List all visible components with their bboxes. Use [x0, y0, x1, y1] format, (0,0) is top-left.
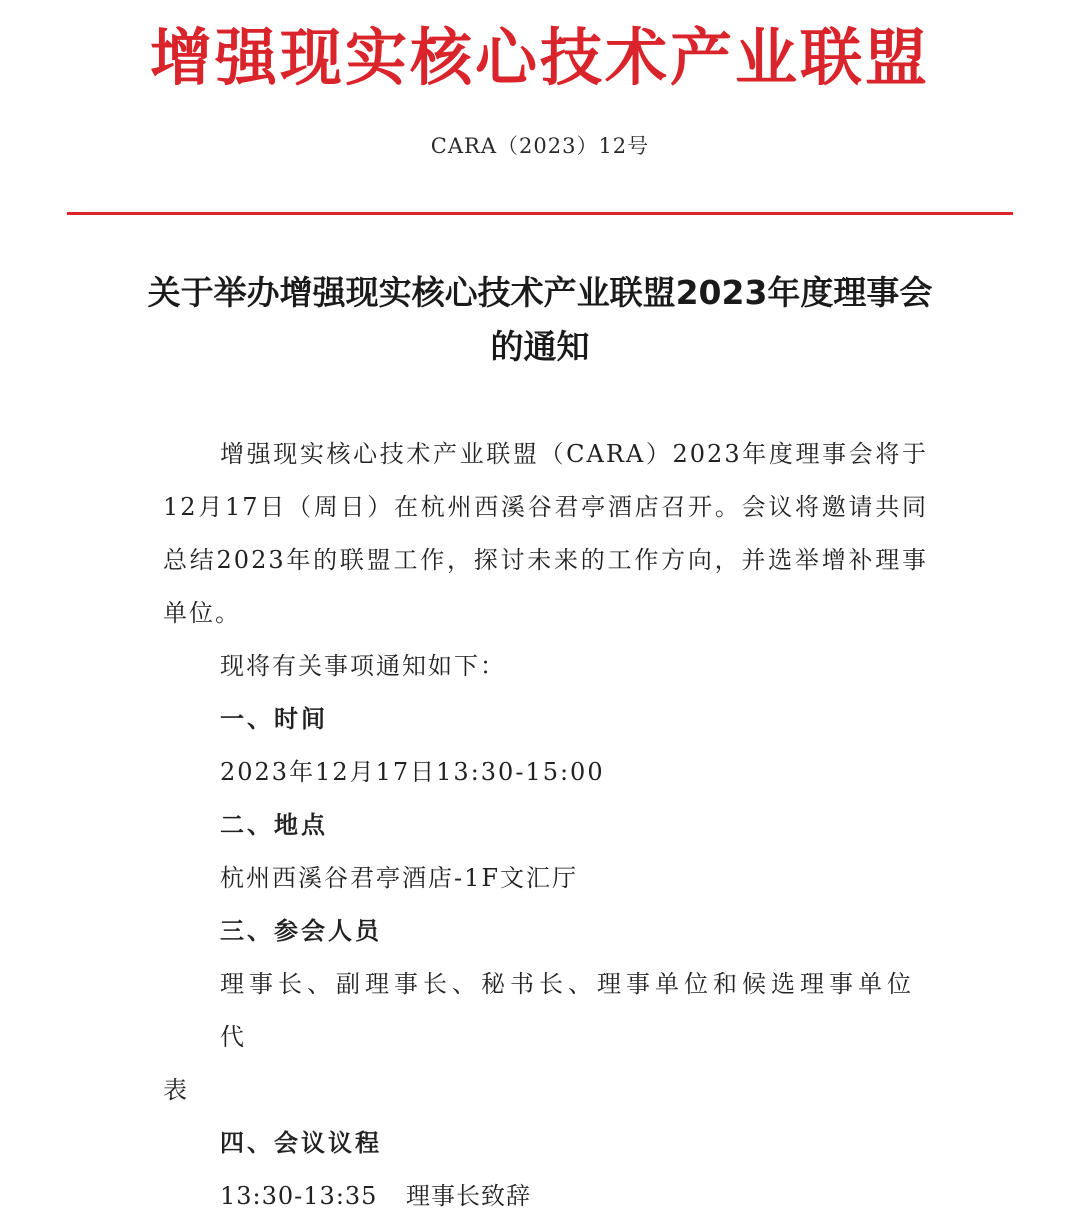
section-heading-time: 一、时间 — [220, 705, 328, 733]
section-content-attendees-line-1: 理事长、副理事长、秘书长、理事单位和候选理事单位代 — [220, 970, 916, 1051]
section-content-attendees-line-2: 表 — [163, 1076, 189, 1104]
section-heading-location: 二、地点 — [220, 811, 328, 839]
lead-paragraph: 现将有关事项通知如下： — [220, 652, 506, 680]
agenda-item — [163, 1170, 928, 1223]
section-heading-agenda: 四、会议议程 — [220, 1129, 382, 1157]
title-line-2: 的通知 — [490, 327, 590, 366]
document-number: CARA（2023）12号 — [430, 134, 650, 158]
document-title — [80, 266, 1000, 374]
section-content-time: 2023年12月17日13:30-15:00 — [220, 758, 605, 786]
section-heading-attendees: 三、参会人员 — [220, 917, 382, 945]
agenda-activity: 理事长致辞 — [406, 1182, 531, 1210]
document-body — [163, 428, 928, 1223]
intro-paragraph: 增强现实核心技术产业联盟（CARA）2023年度理事会将于12月17日（周日）在杭州西溪谷君亭酒店召开。会议将邀请共同总结2023年的联盟工作，探讨未来的工作方向，并选举增补理事单位。 — [163, 440, 928, 627]
agenda-time: 13:30-13:35 — [220, 1182, 378, 1210]
red-divider-line — [67, 212, 1013, 215]
title-line-1: 关于举办增强现实核心技术产业联盟2023年度理事会 — [147, 273, 933, 312]
organization-header: 增强现实核心技术产业联盟 — [149, 21, 930, 94]
section-content-location: 杭州西溪谷君亭酒店-1F文汇厅 — [220, 864, 579, 892]
